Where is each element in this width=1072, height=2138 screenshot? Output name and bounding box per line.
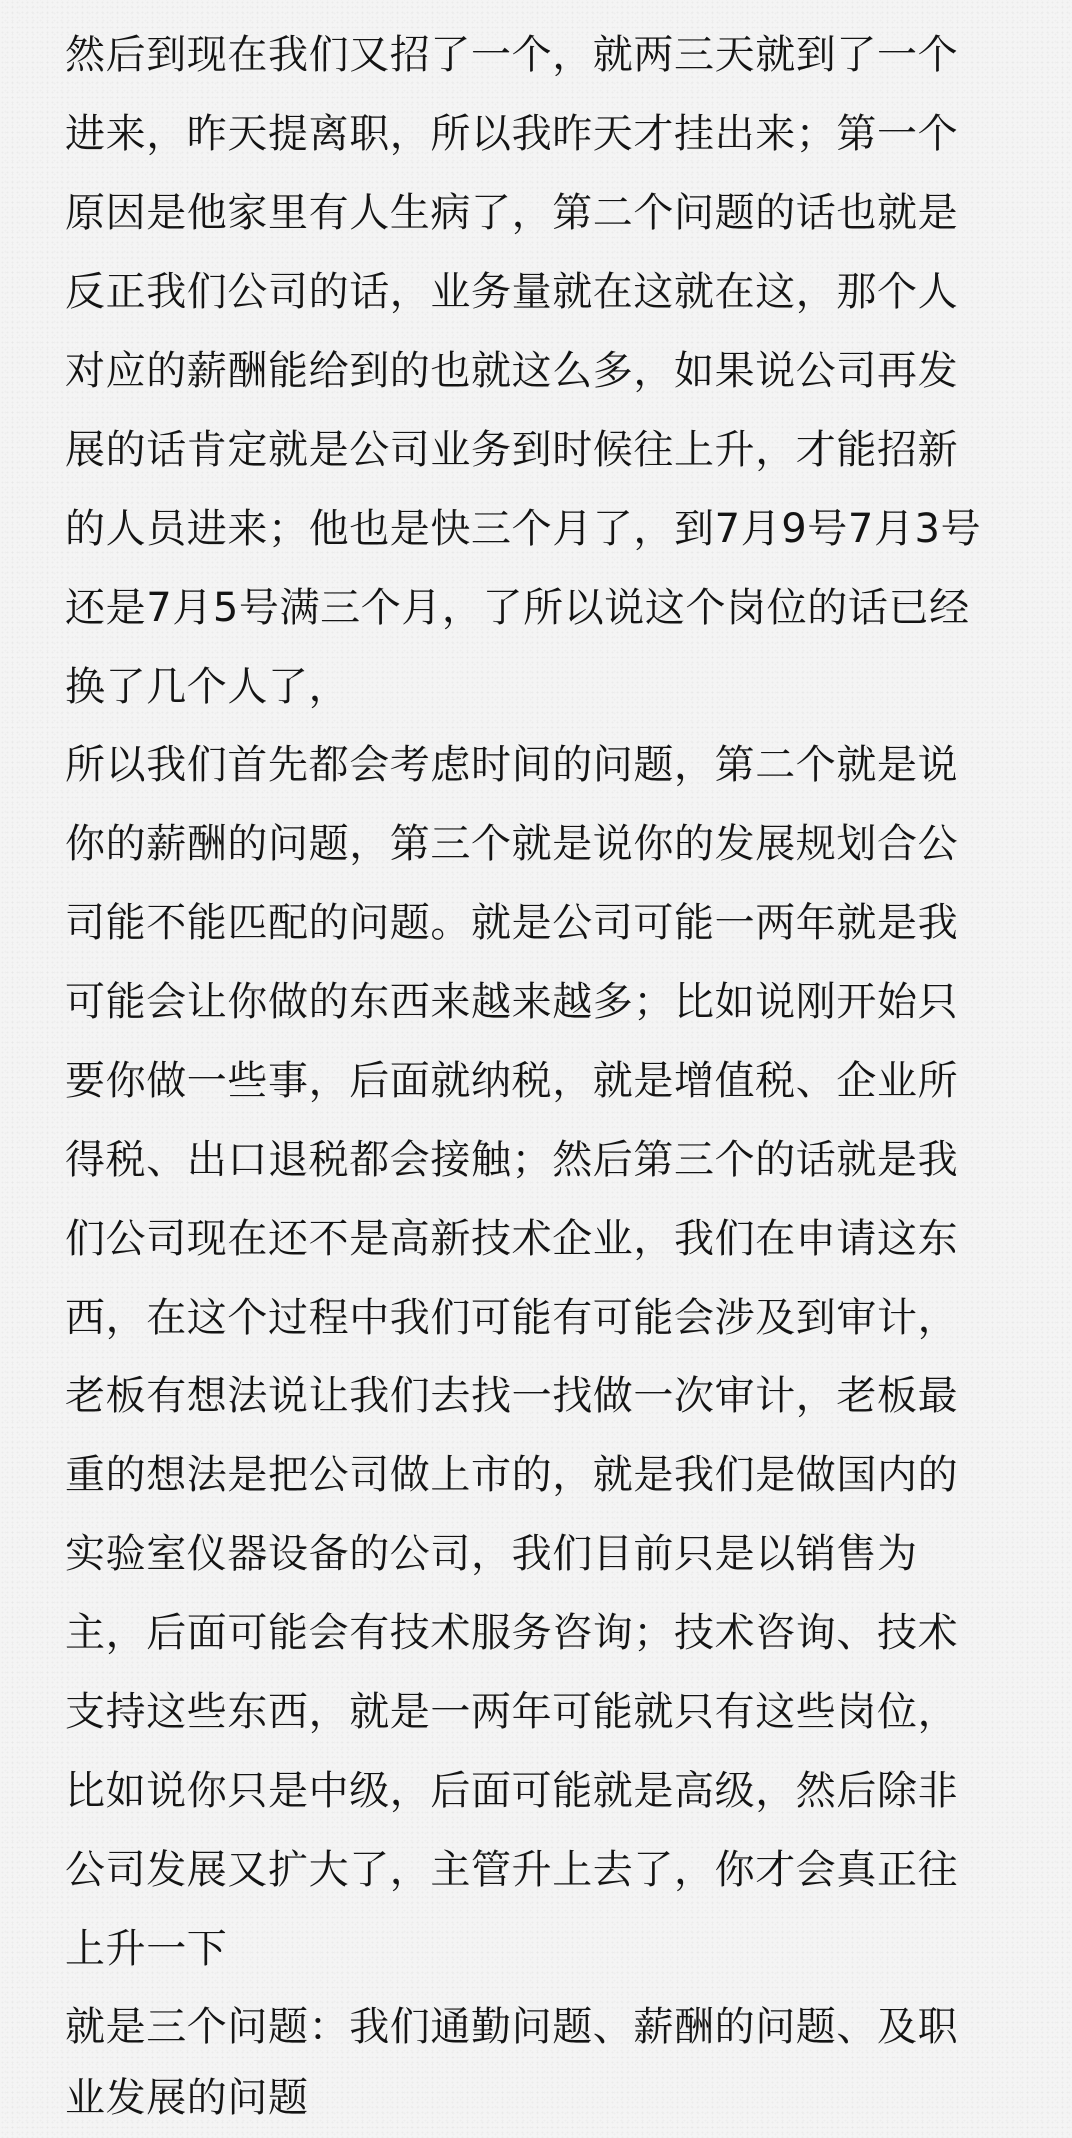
text-line: 就是三个问题：我们通勤问题、薪酬的问题、及职 [65,2004,959,2050]
text-line: 进来，昨天提离职，所以我昨天才挂出来；第一个 [65,111,959,157]
text-line: 换了几个人了， [65,664,350,710]
text-line: 然后到现在我们又招了一个，就两三天就到了一个 [65,32,959,78]
text-line: 要你做一些事，后面就纳税，就是增值税、企业所 [65,1058,959,1104]
text-line: 上升一下 [65,1926,228,1972]
text-line: 得税、出口退税都会接触；然后第三个的话就是我 [65,1137,959,1183]
text-line: 重的想法是把公司做上市的，就是我们是做国内的 [65,1452,959,1498]
text-line: 公司发展又扩大了，主管升上去了，你才会真正往 [65,1847,959,1893]
text-line: 可能会让你做的东西来越来越多；比如说刚开始只 [65,979,959,1025]
text-line: 司能不能匹配的问题。就是公司可能一两年就是我 [65,900,959,946]
text-line: 实验室仪器设备的公司，我们目前只是以销售为 [65,1531,918,1577]
text-line: 们公司现在还不是高新技术企业，我们在申请这东 [65,1216,959,1262]
text-line: 业发展的问题 [65,2075,309,2121]
text-line: 支持这些东西，就是一两年可能就只有这些岗位， [65,1689,959,1735]
text-line: 主，后面可能会有技术服务咨询；技术咨询、技术 [65,1610,959,1656]
text-line: 比如说你只是中级，后面可能就是高级，然后除非 [65,1768,959,1814]
text-line: 对应的薪酬能给到的也就这么多，如果说公司再发 [65,348,959,394]
text-line: 的人员进来；他也是快三个月了，到7月9号7月3号 [65,506,982,552]
text-line: 还是7月5号满三个月，了所以说这个岗位的话已经 [65,585,970,631]
text-line: 西，在这个过程中我们可能有可能会涉及到审计， [65,1295,959,1341]
text-line: 反正我们公司的话，业务量就在这就在这，那个人 [65,269,959,315]
text-line: 你的薪酬的问题，第三个就是说你的发展规划合公 [65,821,959,867]
text-line: 老板有想法说让我们去找一找做一次审计，老板最 [65,1373,959,1419]
text-line: 原因是他家里有人生病了，第二个问题的话也就是 [65,190,959,236]
text-line: 展的话肯定就是公司业务到时候往上升，才能招新 [65,427,959,473]
text-line: 所以我们首先都会考虑时间的问题，第二个就是说 [65,742,959,788]
